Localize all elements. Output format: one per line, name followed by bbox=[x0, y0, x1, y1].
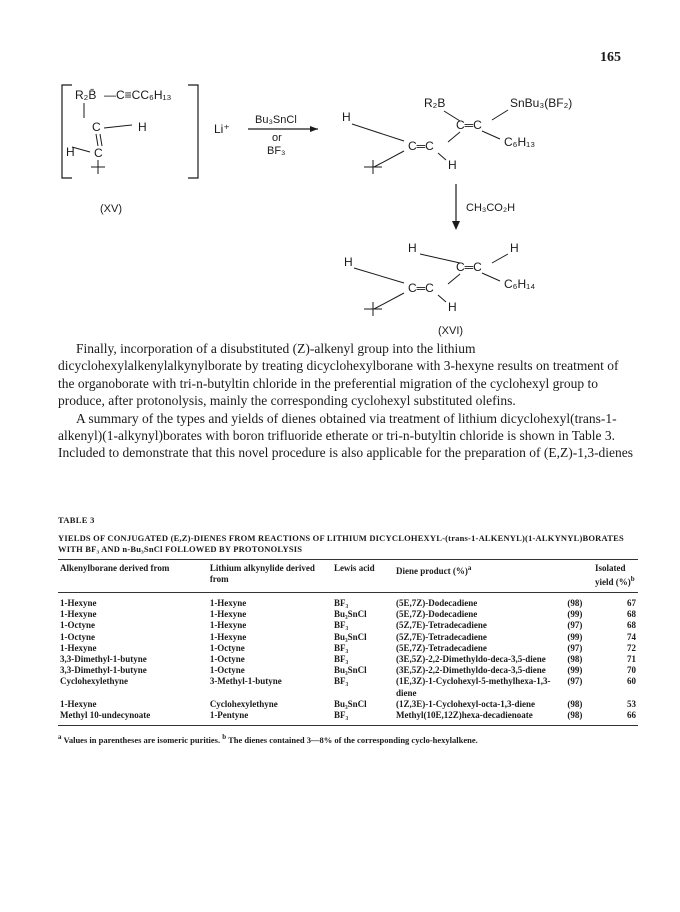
table-body bbox=[58, 593, 638, 726]
cell-acid: Bu₃SnCl bbox=[333, 631, 367, 642]
cell-acid: BF₃ bbox=[333, 654, 349, 665]
label-xvi: (XVI) bbox=[438, 325, 464, 337]
header-diene-product-text: Diene product (%) bbox=[396, 566, 468, 576]
cell-purity: (99) bbox=[567, 609, 583, 620]
body-text bbox=[58, 340, 638, 462]
table-row bbox=[58, 643, 638, 654]
c-atom-lower: C bbox=[94, 146, 103, 160]
reaction-scheme bbox=[0, 0, 680, 340]
cell-yield: 74 bbox=[627, 631, 636, 642]
cell-alkenyl: 1-Octyne bbox=[60, 631, 95, 642]
cell-alkynyl: 1-Octyne bbox=[209, 642, 245, 653]
table-caption: YIELDS OF CONJUGATED (E,Z)-DIENES FROM REACTIONS OF LITHIUM DICYCLOHEXYL-(trans-1-ALKENYL)(1-ALKYNYL)BORATES WITH BF₃ AND n-Bu₃SnCl FOLLOWED BY PROTONOLYSIS bbox=[58, 533, 624, 554]
cell-yield: 68 bbox=[627, 620, 636, 631]
cell-alkenyl: 1-Hexyne bbox=[60, 642, 97, 653]
c6h13-label: C₆H₁₃ bbox=[504, 135, 536, 149]
paragraph-1: Finally, incorporation of a disubstituted (Z)-alkenyl group into the lithium dicyclohexylalkenylalkynylborate by treating dicyclohexylborane with 3-hexyne results on treatment of the organoborate with tri-n-butyltin chloride in the preferential migration of the cyclohexyl group to produce, after protonolysis, mainly the corresponding cyclohexyl substituted olefins. bbox=[58, 341, 619, 409]
table-row bbox=[58, 665, 638, 676]
cell-alkenyl: 1-Octyne bbox=[60, 620, 95, 631]
cell-alkynyl: 1-Octyne bbox=[209, 654, 245, 665]
c-eq-c-p-lower: C═C bbox=[408, 281, 434, 295]
cell-alkenyl: Cyclohexylethyne bbox=[60, 676, 128, 687]
h-atom-p3: H bbox=[344, 255, 353, 269]
reagent-or-label: or bbox=[272, 132, 282, 144]
reagent-top-label: Bu₃SnCl bbox=[255, 114, 297, 126]
cell-alkynyl: 1-Hexyne bbox=[209, 609, 247, 620]
cell-product: Methyl(10E,12Z)hexa-decadienoate bbox=[396, 710, 533, 721]
acid-label: CH₃CO₂H bbox=[466, 202, 516, 214]
h-atom-p2: H bbox=[510, 241, 519, 255]
cell-product: (3E,5Z)-2,2-Dimethyldo-deca-3,5-diene bbox=[396, 654, 546, 665]
header-lewis-acid: Lewis acid bbox=[332, 560, 394, 593]
cell-product: (1E,3Z)-1-Cyclohexyl-5-methylhexa-1,3-diene bbox=[396, 676, 551, 698]
cell-acid: BF₃ bbox=[333, 676, 349, 687]
table-footnote bbox=[58, 732, 638, 746]
header-alkynylide: Lithium alkynylide derived from bbox=[208, 560, 332, 593]
cell-alkenyl: 3,3-Dimethyl-1-butyne bbox=[60, 654, 147, 665]
cell-yield: 70 bbox=[627, 665, 636, 676]
cell-acid: BF₃ bbox=[333, 710, 349, 721]
footnote-a: Values in parentheses are isomeric purities. bbox=[63, 735, 221, 746]
cell-purity: (97) bbox=[567, 676, 583, 687]
cell-alkynyl: 1-Hexyne bbox=[209, 631, 247, 642]
cell-yield: 72 bbox=[627, 642, 636, 653]
cell-acid: BF₃ bbox=[333, 598, 349, 608]
table-row bbox=[58, 609, 638, 620]
cell-yield: 71 bbox=[627, 654, 636, 665]
cell-acid: BF₃ bbox=[333, 620, 349, 631]
cell-product: (5E,7Z)-Dodecadiene bbox=[396, 598, 478, 608]
header-yield-text: Isolated yield (%) bbox=[595, 563, 631, 587]
header-alkenylborane: Alkenylborane derived from bbox=[58, 560, 208, 593]
label-xv: (XV) bbox=[100, 203, 122, 215]
header-diene-product bbox=[394, 560, 593, 593]
cell-acid: BF₃ bbox=[333, 642, 349, 653]
r2b-label: R₂B bbox=[424, 96, 446, 110]
li-plus-label: Li⁺ bbox=[214, 122, 230, 136]
cell-acid: Bu₃SnCl bbox=[333, 665, 367, 676]
table-row bbox=[58, 699, 638, 710]
h-atom-p1: H bbox=[408, 241, 417, 255]
cell-alkynyl: Cyclohexylethyne bbox=[209, 698, 278, 709]
cell-product: (5E,7Z)-Dodecadiene bbox=[396, 609, 478, 620]
reagent-bottom-label: BF₃ bbox=[267, 145, 286, 157]
c-eq-c-p-upper: C═C bbox=[456, 260, 482, 274]
cell-purity: (99) bbox=[567, 631, 583, 642]
cell-alkynyl: 1-Hexyne bbox=[209, 620, 247, 631]
table-row bbox=[58, 710, 638, 726]
c6h14-label: C₆H₁₄ bbox=[504, 277, 536, 291]
cell-yield: 68 bbox=[627, 609, 636, 620]
h-atom-right: H bbox=[138, 120, 147, 134]
alkyne-arm-label: —C≡CC₆H₁₃ bbox=[104, 88, 172, 102]
cell-yield: 67 bbox=[627, 598, 636, 608]
table-row bbox=[58, 632, 638, 643]
cell-yield: 53 bbox=[627, 698, 636, 709]
cell-alkenyl: 1-Hexyne bbox=[60, 609, 97, 620]
cell-product: (5Z,7E)-Tetradecadiene bbox=[396, 631, 487, 642]
header-yield bbox=[593, 560, 638, 593]
h-atom-bottom: H bbox=[448, 158, 457, 172]
cell-alkenyl: 3,3-Dimethyl-1-butyne bbox=[60, 665, 147, 676]
cell-alkynyl: 3-Methyl-1-butyne bbox=[209, 676, 282, 687]
page-number: 165 bbox=[600, 50, 621, 65]
cell-alkynyl: 1-Pentyne bbox=[209, 710, 249, 721]
cell-product: (5Z,7E)-Tetradecadiene bbox=[396, 620, 487, 631]
table-label: TABLE 3 bbox=[58, 515, 95, 525]
c-eq-c-lower: C═C bbox=[408, 139, 434, 153]
cell-product: (5E,7Z)-Tetradecadiene bbox=[396, 642, 487, 653]
table-row bbox=[58, 620, 638, 631]
h-atom-left: H bbox=[66, 145, 75, 159]
cell-product: (3E,5Z)-2,2-Dimethyldo-deca-3,5-diene bbox=[396, 665, 546, 676]
table-row bbox=[58, 654, 638, 665]
cell-purity: (97) bbox=[567, 642, 583, 653]
cell-alkenyl: 1-Hexyne bbox=[60, 698, 97, 709]
cell-alkenyl: Methyl 10-undecynoate bbox=[60, 710, 151, 721]
cell-acid: Bu₃SnCl bbox=[333, 698, 367, 709]
cell-yield: 60 bbox=[627, 676, 636, 687]
cell-purity: (98) bbox=[567, 710, 583, 721]
footnote-a-mark: a bbox=[58, 733, 62, 742]
cell-yield: 66 bbox=[627, 710, 636, 721]
table-3 bbox=[58, 515, 638, 746]
cell-acid: Bu₃SnCl bbox=[333, 609, 367, 620]
header-diene-sup: a bbox=[467, 564, 472, 572]
footnote-b: The dienes contained 3—8% of the corresponding cyclo-hexylalkene. bbox=[228, 735, 478, 746]
header-yield-sup: b bbox=[630, 575, 635, 583]
table-header-row bbox=[58, 560, 638, 593]
cell-alkynyl: 1-Octyne bbox=[209, 665, 245, 676]
cell-purity: (98) bbox=[567, 598, 583, 608]
cell-purity: (97) bbox=[567, 620, 583, 631]
cell-alkynyl: 1-Hexyne bbox=[209, 598, 247, 608]
cell-alkenyl: 1-Hexyne bbox=[60, 598, 97, 608]
cell-purity: (99) bbox=[567, 665, 583, 676]
paragraph-2: A summary of the types and yields of dienes obtained via treatment of lithium dicyclohexyl(trans-1-alkenyl)(1-alkynyl)borates with boron trifluoride etherate or tri-n-butyltin chloride is shown in Table 3. Included to demonstrate that this novel procedure is also applicable for the preparation of (E,Z)-1,3-dienes bbox=[58, 410, 634, 461]
h-atom-mid: H bbox=[342, 110, 351, 124]
cell-product: (1Z,3E)-1-Cyclohexyl-octa-1,3-diene bbox=[396, 698, 535, 709]
h-atom-p4: H bbox=[448, 300, 457, 314]
footnote-b-mark: b bbox=[222, 733, 227, 742]
yields-table bbox=[58, 559, 638, 726]
table-row bbox=[58, 593, 638, 610]
snbu3-label: SnBu₃(BF₂) bbox=[510, 96, 573, 110]
cell-purity: (98) bbox=[567, 654, 583, 665]
cell-purity: (98) bbox=[567, 698, 583, 709]
c-atom-upper: C bbox=[92, 120, 101, 134]
c-eq-c-upper: C═C bbox=[456, 118, 482, 132]
table-row bbox=[58, 676, 638, 698]
r2b-minus-label: R₂B̄ bbox=[75, 88, 97, 102]
